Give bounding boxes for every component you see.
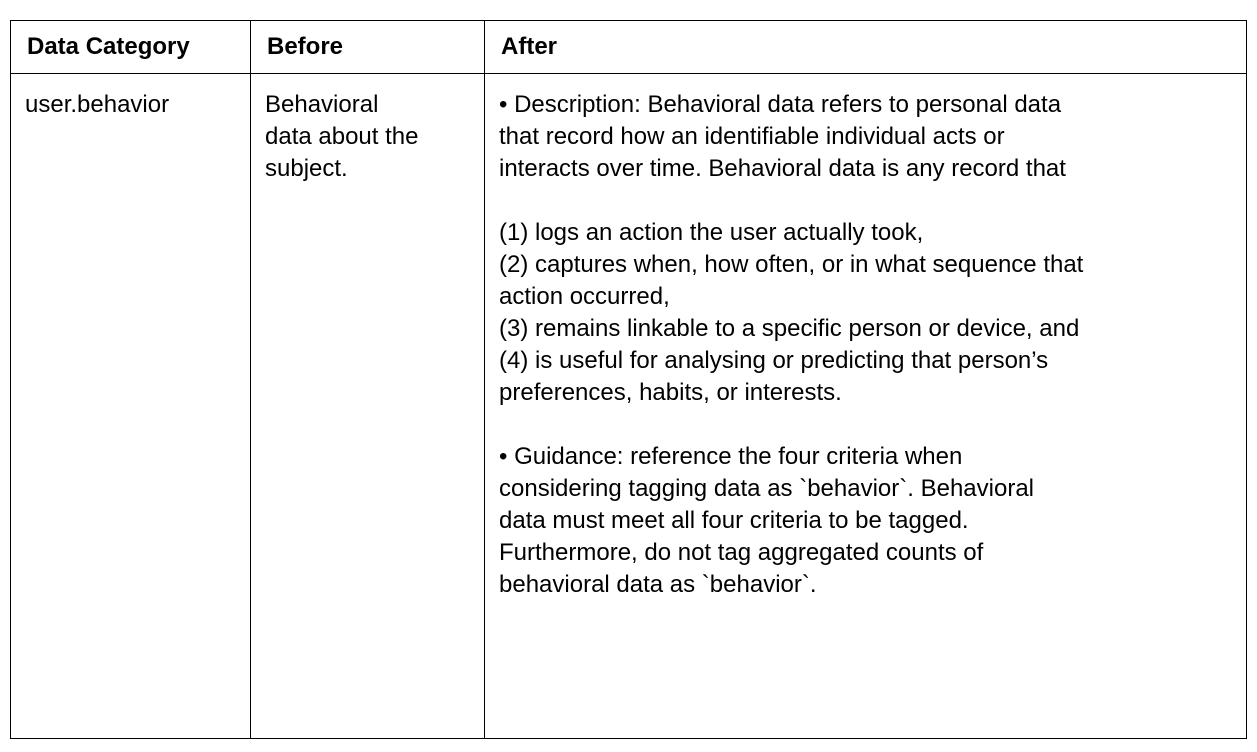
cell-before bbox=[251, 74, 485, 739]
criteria-line: action occurred, bbox=[499, 283, 670, 310]
table-body bbox=[11, 74, 1247, 739]
guidance-line: considering tagging data as `behavior`. Behavioral bbox=[499, 475, 1034, 502]
guidance-line: behavioral data as `behavior`. bbox=[499, 571, 817, 598]
cell-after bbox=[485, 74, 1247, 739]
before-line: Behavioral bbox=[265, 91, 379, 118]
description-line: that record how an identifiable individual acts or bbox=[499, 123, 1005, 150]
header-before: Before bbox=[251, 21, 485, 74]
criteria-line: (2) captures when, how often, or in what sequence that bbox=[499, 251, 1084, 278]
before-line: subject. bbox=[265, 155, 348, 182]
after-description bbox=[499, 89, 1232, 185]
criteria-line: (3) remains linkable to a specific person or device, and bbox=[499, 315, 1080, 342]
description-line: • Description: Behavioral data refers to personal data bbox=[499, 91, 1062, 118]
criteria-line: (1) logs an action the user actually took, bbox=[499, 219, 924, 246]
header-data-category: Data Category bbox=[11, 21, 251, 74]
after-guidance bbox=[499, 441, 1232, 601]
paragraph-gap bbox=[499, 409, 1232, 441]
criteria-line: preferences, habits, or interests. bbox=[499, 379, 842, 406]
table-row bbox=[11, 74, 1247, 739]
header-row bbox=[11, 21, 1247, 74]
before-line: data about the bbox=[265, 123, 419, 150]
after-criteria bbox=[499, 217, 1232, 409]
guidance-line: data must meet all four criteria to be tagged. bbox=[499, 507, 969, 534]
category-value: user.behavior bbox=[25, 91, 170, 118]
table-header bbox=[11, 21, 1247, 74]
cell-category bbox=[11, 74, 251, 739]
guidance-line: Furthermore, do not tag aggregated counts of bbox=[499, 539, 984, 566]
criteria-line: (4) is useful for analysing or predicting that person’s bbox=[499, 347, 1049, 374]
description-line: interacts over time. Behavioral data is any record that bbox=[499, 155, 1066, 182]
header-after: After bbox=[485, 21, 1247, 74]
paragraph-gap bbox=[499, 185, 1232, 217]
guidance-line: • Guidance: reference the four criteria when bbox=[499, 443, 963, 470]
data-category-table bbox=[10, 20, 1247, 739]
